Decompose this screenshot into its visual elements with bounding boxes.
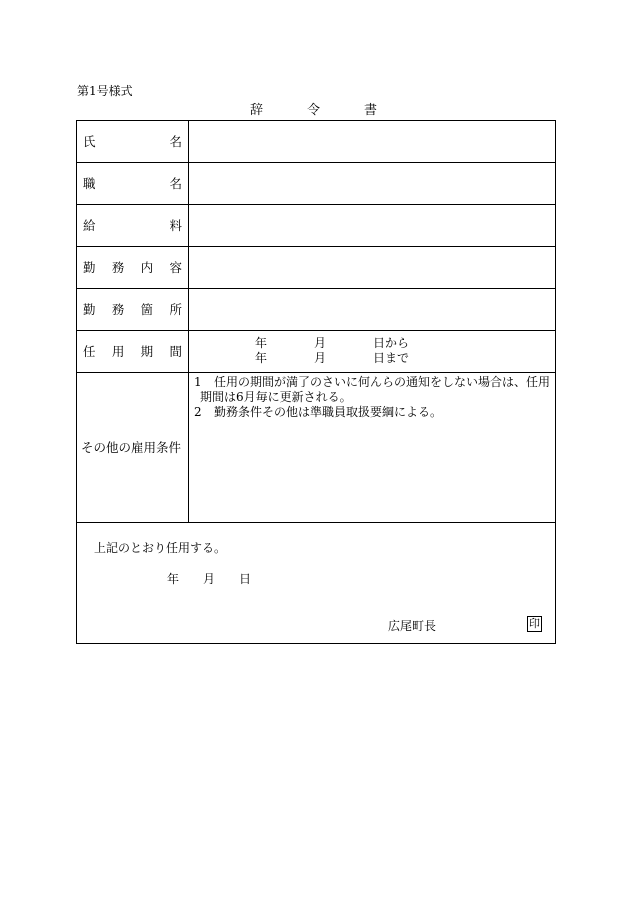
appointment-statement-area [77, 523, 555, 643]
conditions-list [194, 375, 553, 420]
label-cell [77, 289, 189, 330]
condition-item: 1 任用の期間が満了のさいに何んらの通知をしない場合は、任用 [194, 375, 551, 389]
name-value-cell [189, 121, 555, 162]
salary-value-cell [189, 205, 555, 246]
row-workplace [77, 289, 555, 331]
row-salary [77, 205, 555, 247]
row-label-duties: 勤 務 内 容 [83, 259, 182, 275]
label-cell [77, 205, 189, 246]
condition-item-continuation: 期間は6月毎に更新される。 [200, 390, 352, 404]
row-appointment-period [77, 331, 555, 373]
duties-value-cell [189, 247, 555, 288]
title-char: 令 [307, 103, 321, 118]
row-label-other-conditions: その他の雇用条件 [81, 439, 182, 455]
seal-mark: 印 [529, 617, 540, 630]
label-cell [77, 331, 189, 372]
label-cell [77, 373, 189, 522]
row-other-conditions [77, 373, 555, 523]
signer-title: 広尾町長 [388, 619, 437, 633]
row-label-job-title: 職 名 [83, 175, 182, 191]
title-char: 書 [364, 103, 378, 118]
workplace-value-cell [189, 289, 555, 330]
period-end: 年 月 日まで [255, 351, 410, 365]
label-cell [77, 163, 189, 204]
row-label-salary: 給 料 [83, 217, 182, 233]
row-duties [77, 247, 555, 289]
job-title-value-cell [189, 163, 555, 204]
document-title [250, 104, 421, 118]
appointment-statement: 上記のとおり任用する。 [94, 541, 227, 555]
conditions-value-cell [189, 373, 555, 522]
form-number: 第1号様式 [77, 84, 133, 98]
issue-date: 年 月 日 [167, 572, 252, 586]
row-label-workplace: 勤 務 箇 所 [83, 301, 182, 317]
label-cell [77, 121, 189, 162]
period-value-cell [189, 331, 555, 372]
row-label-name: 氏 名 [83, 133, 182, 149]
row-job-title [77, 163, 555, 205]
row-label-appointment-period: 任 用 期 間 [83, 343, 182, 359]
row-name [77, 121, 555, 163]
period-start: 年 月 日から [255, 336, 410, 350]
condition-item: 2 勤務条件その他は準職員取扱要綱による。 [194, 405, 443, 419]
appointment-form-table [76, 120, 556, 644]
label-cell [77, 247, 189, 288]
title-char: 辞 [250, 103, 264, 118]
